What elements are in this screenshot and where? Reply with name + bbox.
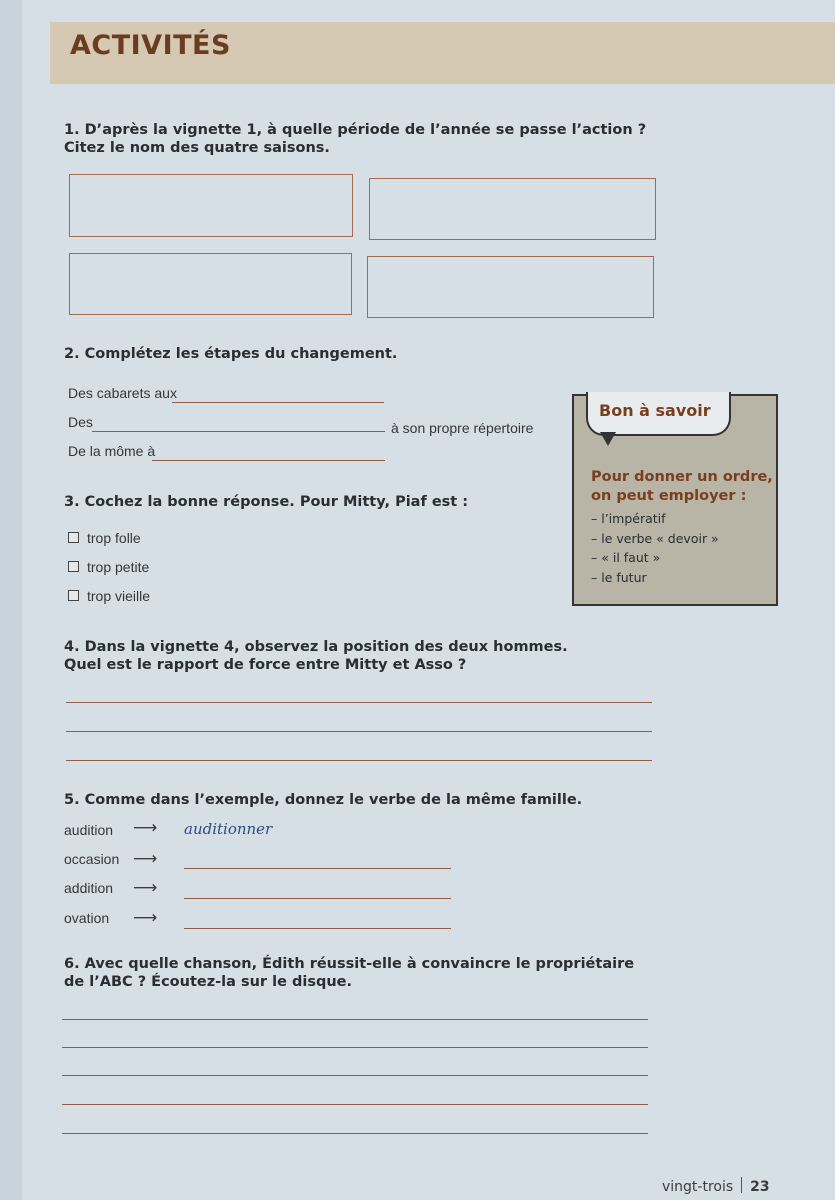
tip-item: – le verbe « devoir » bbox=[591, 530, 719, 546]
season-answer-box-2[interactable] bbox=[369, 178, 656, 240]
page-footer bbox=[662, 1177, 770, 1195]
option-label-1: trop folle bbox=[87, 530, 141, 546]
question-5-title: 5. Comme dans l’exemple, donnez le verbe de la même famille. bbox=[64, 792, 583, 808]
word-4-answer-line[interactable] bbox=[184, 928, 451, 929]
question-2 bbox=[64, 345, 684, 363]
example-answer: auditionner bbox=[184, 820, 273, 838]
tip-intro bbox=[591, 468, 776, 506]
word-4: ovation bbox=[64, 910, 110, 926]
word-2-answer-line[interactable] bbox=[184, 868, 451, 869]
answer-line-q4-1[interactable] bbox=[66, 702, 652, 703]
word-2: occasion bbox=[64, 851, 120, 867]
word-1: audition bbox=[64, 822, 114, 838]
season-answer-box-4[interactable] bbox=[367, 256, 654, 318]
question-5 bbox=[64, 791, 684, 809]
question-1-line-1: 1. D’après la vignette 1, à quelle période de l’année se passe l’action ? bbox=[64, 122, 647, 138]
tip-intro-line-2: on peut employer : bbox=[591, 488, 747, 504]
answer-line-q4-3[interactable] bbox=[66, 760, 652, 761]
tip-item: – l’impératif bbox=[591, 511, 666, 526]
question-6-line-1: 6. Avec quelle chanson, Édith réussit-elle à convaincre le propriétaire bbox=[64, 956, 635, 972]
step-1-label: Des cabarets aux bbox=[68, 385, 177, 401]
option-checkbox-3[interactable] bbox=[68, 590, 79, 601]
question-4 bbox=[64, 638, 684, 674]
step-2-label-end: à son propre répertoire bbox=[391, 420, 534, 436]
question-2-title: 2. Complétez les étapes du changement. bbox=[64, 346, 398, 362]
arrow-right-icon: ⟶ bbox=[133, 818, 158, 838]
arrow-right-icon: ⟶ bbox=[133, 849, 158, 869]
word-3-answer-line[interactable] bbox=[184, 898, 451, 899]
tip-list bbox=[591, 509, 776, 587]
tip-item: – « il faut » bbox=[591, 550, 661, 565]
step-3-answer-line[interactable] bbox=[152, 460, 385, 461]
tip-title: Bon à savoir bbox=[599, 401, 711, 420]
answer-line-q6-3[interactable] bbox=[62, 1075, 648, 1076]
tip-intro-line-1: Pour donner un ordre, bbox=[591, 469, 773, 485]
option-label-3: trop vieille bbox=[87, 588, 151, 604]
answer-line-q4-2[interactable] bbox=[66, 731, 652, 732]
answer-line-q6-2[interactable] bbox=[62, 1047, 648, 1048]
answer-line-q6-1[interactable] bbox=[62, 1019, 648, 1020]
step-2-answer-line[interactable] bbox=[92, 431, 385, 432]
tip-item: – le futur bbox=[591, 569, 647, 585]
question-1 bbox=[64, 121, 684, 157]
page-number-text: vingt-trois bbox=[662, 1179, 734, 1195]
question-6 bbox=[64, 955, 684, 991]
page-number: 23 bbox=[750, 1179, 770, 1195]
arrow-right-icon: ⟶ bbox=[133, 908, 158, 928]
question-4-line-2: Quel est le rapport de force entre Mitty et Asso ? bbox=[64, 657, 467, 673]
option-checkbox-1[interactable] bbox=[68, 532, 79, 543]
answer-line-q6-5[interactable] bbox=[62, 1133, 648, 1134]
option-label-2: trop petite bbox=[87, 559, 150, 575]
page-title: ACTIVITÉS bbox=[70, 30, 231, 61]
question-6-line-2: de l’ABC ? Écoutez-la sur le disque. bbox=[64, 974, 353, 990]
question-1-line-2: Citez le nom des quatre saisons. bbox=[64, 140, 330, 156]
season-answer-box-3[interactable] bbox=[69, 253, 352, 315]
question-4-line-1: 4. Dans la vignette 4, observez la position des deux hommes. bbox=[64, 639, 568, 655]
question-3-title: 3. Cochez la bonne réponse. Pour Mitty, Piaf est : bbox=[64, 494, 469, 510]
arrow-right-icon: ⟶ bbox=[133, 878, 158, 898]
word-3: addition bbox=[64, 880, 114, 896]
option-checkbox-2[interactable] bbox=[68, 561, 79, 572]
step-3-label: De la môme à bbox=[68, 443, 156, 459]
step-1-answer-line[interactable] bbox=[172, 402, 384, 403]
season-answer-box-1[interactable] bbox=[69, 174, 353, 237]
step-2-label-start: Des bbox=[68, 414, 93, 430]
answer-line-q6-4[interactable] bbox=[62, 1104, 648, 1105]
footer-divider bbox=[741, 1177, 742, 1193]
speech-bubble-tail-icon bbox=[600, 432, 616, 446]
